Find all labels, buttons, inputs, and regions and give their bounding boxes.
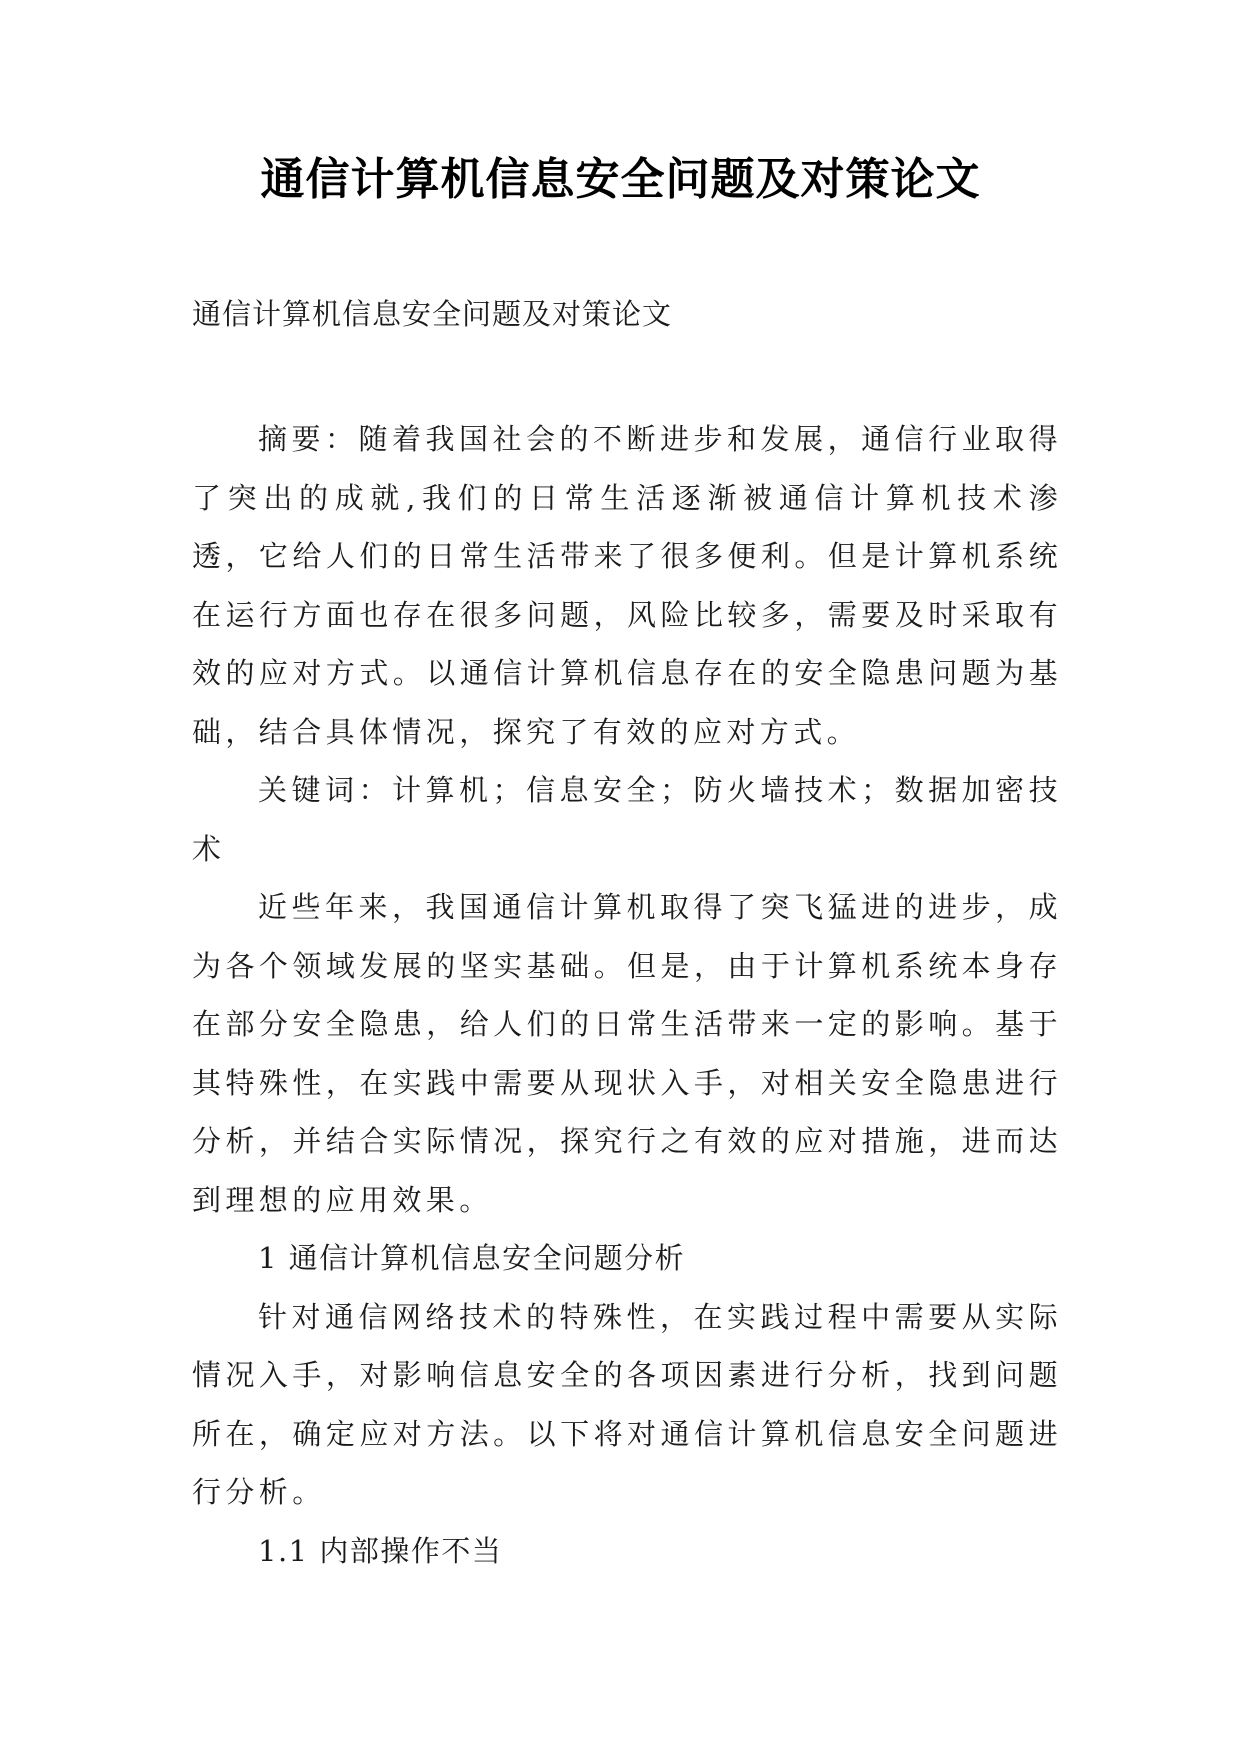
section-1-heading: 1 通信计算机信息安全问题分析 [258, 1241, 686, 1275]
section-1-paragraph: 针对通信网络技术的特殊性，在实践过程中需要从实际情况入手，对影响信息安全的各项因素进行分析，找到问题所在，确定应对方法。以下将对通信计算机信息安全问题进行分析。 [192, 1299, 1062, 1509]
document-body [192, 410, 1062, 1580]
abstract-paragraph: 摘要：随着我国社会的不断进步和发展，通信行业取得了突出的成就,我们的日常生活逐渐被通信计算机技术渗透，它给人们的日常生活带来了很多便利。但是计算机系统在运行方面也存在很多问题，风险比较多，需要及时采取有效的应对方式。以通信计算机信息存在的安全隐患问题为基础，结合具体情况，探究了有效的应对方式。 [192, 422, 1062, 749]
section-1-1-heading: 1.1 内部操作不当 [258, 1533, 503, 1568]
document-title: 通信计算机信息安全问题及对策论文 [260, 154, 981, 205]
document-subtitle: 通信计算机信息安全问题及对策论文 [192, 297, 673, 331]
keywords-paragraph: 关键词：计算机；信息安全；防火墙技术；数据加密技术 [192, 773, 1062, 866]
intro-paragraph: 近些年来，我国通信计算机取得了突飞猛进的进步，成为各个领域发展的坚实基础。但是，由于计算机系统本身存在部分安全隐患，给人们的日常生活带来一定的影响。基于其特殊性，在实践中需要从现状入手，对相关安全隐患进行分析，并结合实际情况，探究行之有效的应对措施，进而达到理想的应用效果。 [192, 890, 1062, 1217]
